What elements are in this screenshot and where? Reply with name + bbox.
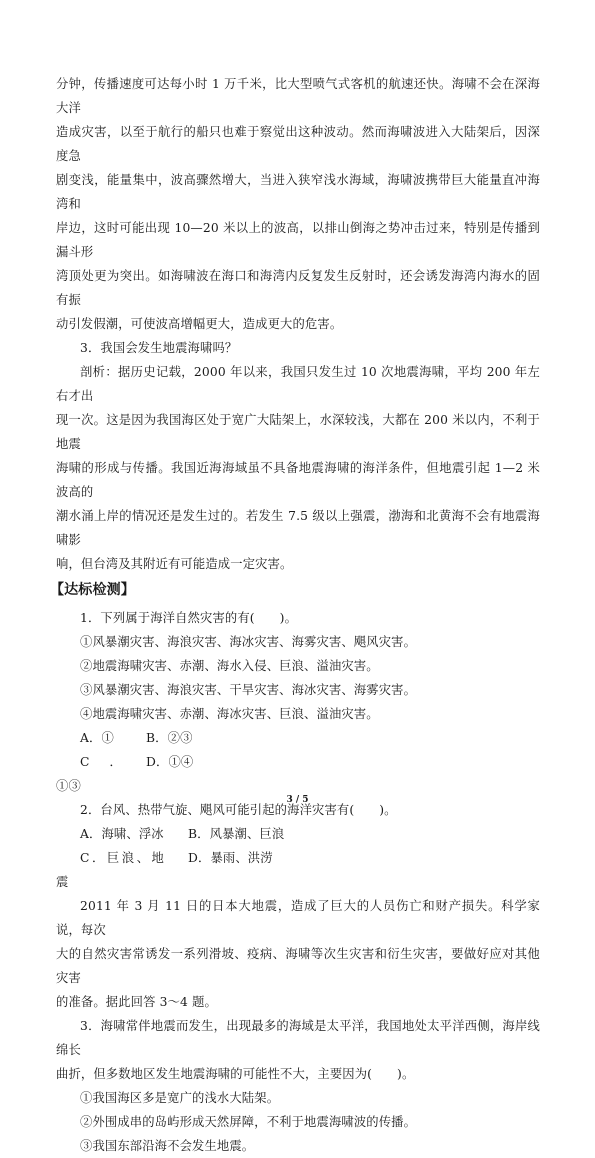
- material-line: 的准备。据此回答 3～4 题。: [56, 995, 217, 1009]
- question-3-stem: 曲折，但多数地区发生地震海啸的可能性不大，主要因为( )。: [56, 1067, 415, 1081]
- question-2-options-row: [56, 846, 540, 894]
- option-b: B．②③: [146, 731, 193, 745]
- question-1-options-row: [56, 750, 540, 798]
- question-1-options-row: [56, 726, 540, 750]
- analysis-line: 剖析：据历史记载，2000 年以来，我国只发生过 10 次地震海啸，平均 200 年左右才出: [56, 365, 540, 403]
- analysis-line: 潮水涌上岸的情况还是发生过的。若发生 7.5 级以上强震，渤海和北黄海不会有地震海啸影: [56, 509, 540, 547]
- option-a: A．①: [80, 731, 114, 745]
- analysis-line: 现一次。这是因为我国海区处于宽广大陆架上，水深较浅，大都在 200 米以内，不利于地震: [56, 413, 540, 451]
- paragraph-line: 岸边，这时可能出现 10—20 米以上的波高，以排山倒海之势冲击过来，特别是传播到漏斗形: [56, 221, 540, 259]
- question-3-statement: ③我国东部沿海不会发生地震。: [80, 1139, 255, 1153]
- question-3-stem: 3．海啸常伴地震而发生，出现最多的海域是太平洋，我国地处太平洋西侧，海岸线绵长: [56, 1019, 540, 1057]
- question-heading: 3．我国会发生地震海啸吗？: [80, 341, 238, 355]
- question-1-statement: ②地震海啸灾害、赤潮、海水入侵、巨浪、溢油灾害。: [80, 659, 379, 673]
- question-2-options-row: [56, 822, 540, 846]
- page-number: 3 / 5: [286, 795, 309, 805]
- section-title: 【达标检测】: [50, 582, 135, 598]
- paragraph-line: 造成灾害，以至于航行的船只也难于察觉出这种波动。然而海啸波进入大陆架后，因深度急: [56, 125, 540, 163]
- option-a: A．海啸、浮冰: [80, 827, 164, 841]
- paragraph-line: 分钟，传播速度可达每小时 1 万千米，比大型喷气式客机的航速还快。海啸不会在深海大洋: [56, 77, 540, 115]
- question-1-statement: ①风暴潮灾害、海浪灾害、海冰灾害、海雾灾害、飓风灾害。: [80, 635, 417, 649]
- question-3-statement: ①我国海区多是宽广的浅水大陆架。: [80, 1091, 280, 1105]
- analysis-line: 响，但台湾及其附近有可能造成一定灾害。: [56, 557, 293, 571]
- page-content: [50, 72, 540, 1158]
- question-3-statement: ②外围成串的岛屿形成天然屏障，不利于地震海啸波的传播。: [80, 1115, 417, 1129]
- option-c: C．巨浪、地震: [56, 851, 164, 889]
- question-1-stem: 1．下列属于海洋自然灾害的有( )。: [80, 611, 298, 625]
- question-1-statement: ④地震海啸灾害、赤潮、海冰灾害、巨浪、溢油灾害。: [80, 707, 379, 721]
- material-line: 大的自然灾害常诱发一系列滑坡、疫病、海啸等次生灾害和衍生灾害，要做好应对其他灾害: [56, 947, 540, 985]
- option-d: D．①④: [146, 755, 194, 769]
- paragraph-line: 动引发假潮，可使波高增幅更大，造成更大的危害。: [56, 317, 343, 331]
- paragraph-line: 剧变浅，能量集中，波高骤然增大，当进入狭窄浅水海域，海啸波携带巨大能量直冲海湾和: [56, 173, 540, 211]
- paragraph-line: 湾顶处更为突出。如海啸波在海口和海湾内反复发生反射时，还会诱发海湾内海水的固有振: [56, 269, 540, 307]
- option-b: B．风暴潮、巨浪: [188, 827, 285, 841]
- question-2-stem: 2．台风、热带气旋、飓风可能引起的海洋灾害有( )。: [80, 803, 397, 817]
- option-d: D．暴雨、洪涝: [188, 851, 273, 865]
- analysis-line: 海啸的形成与传播。我国近海海域虽不具备地震海啸的海洋条件，但地震引起 1—2 米波高的: [56, 461, 540, 499]
- material-line: 2011 年 3 月 11 日的日本大地震，造成了巨大的人员伤亡和财产损失。科学家说，每次: [56, 899, 540, 937]
- question-1-statement: ③风暴潮灾害、海浪灾害、干旱灾害、海冰灾害、海雾灾害。: [80, 683, 417, 697]
- option-c: C．①③: [56, 755, 122, 793]
